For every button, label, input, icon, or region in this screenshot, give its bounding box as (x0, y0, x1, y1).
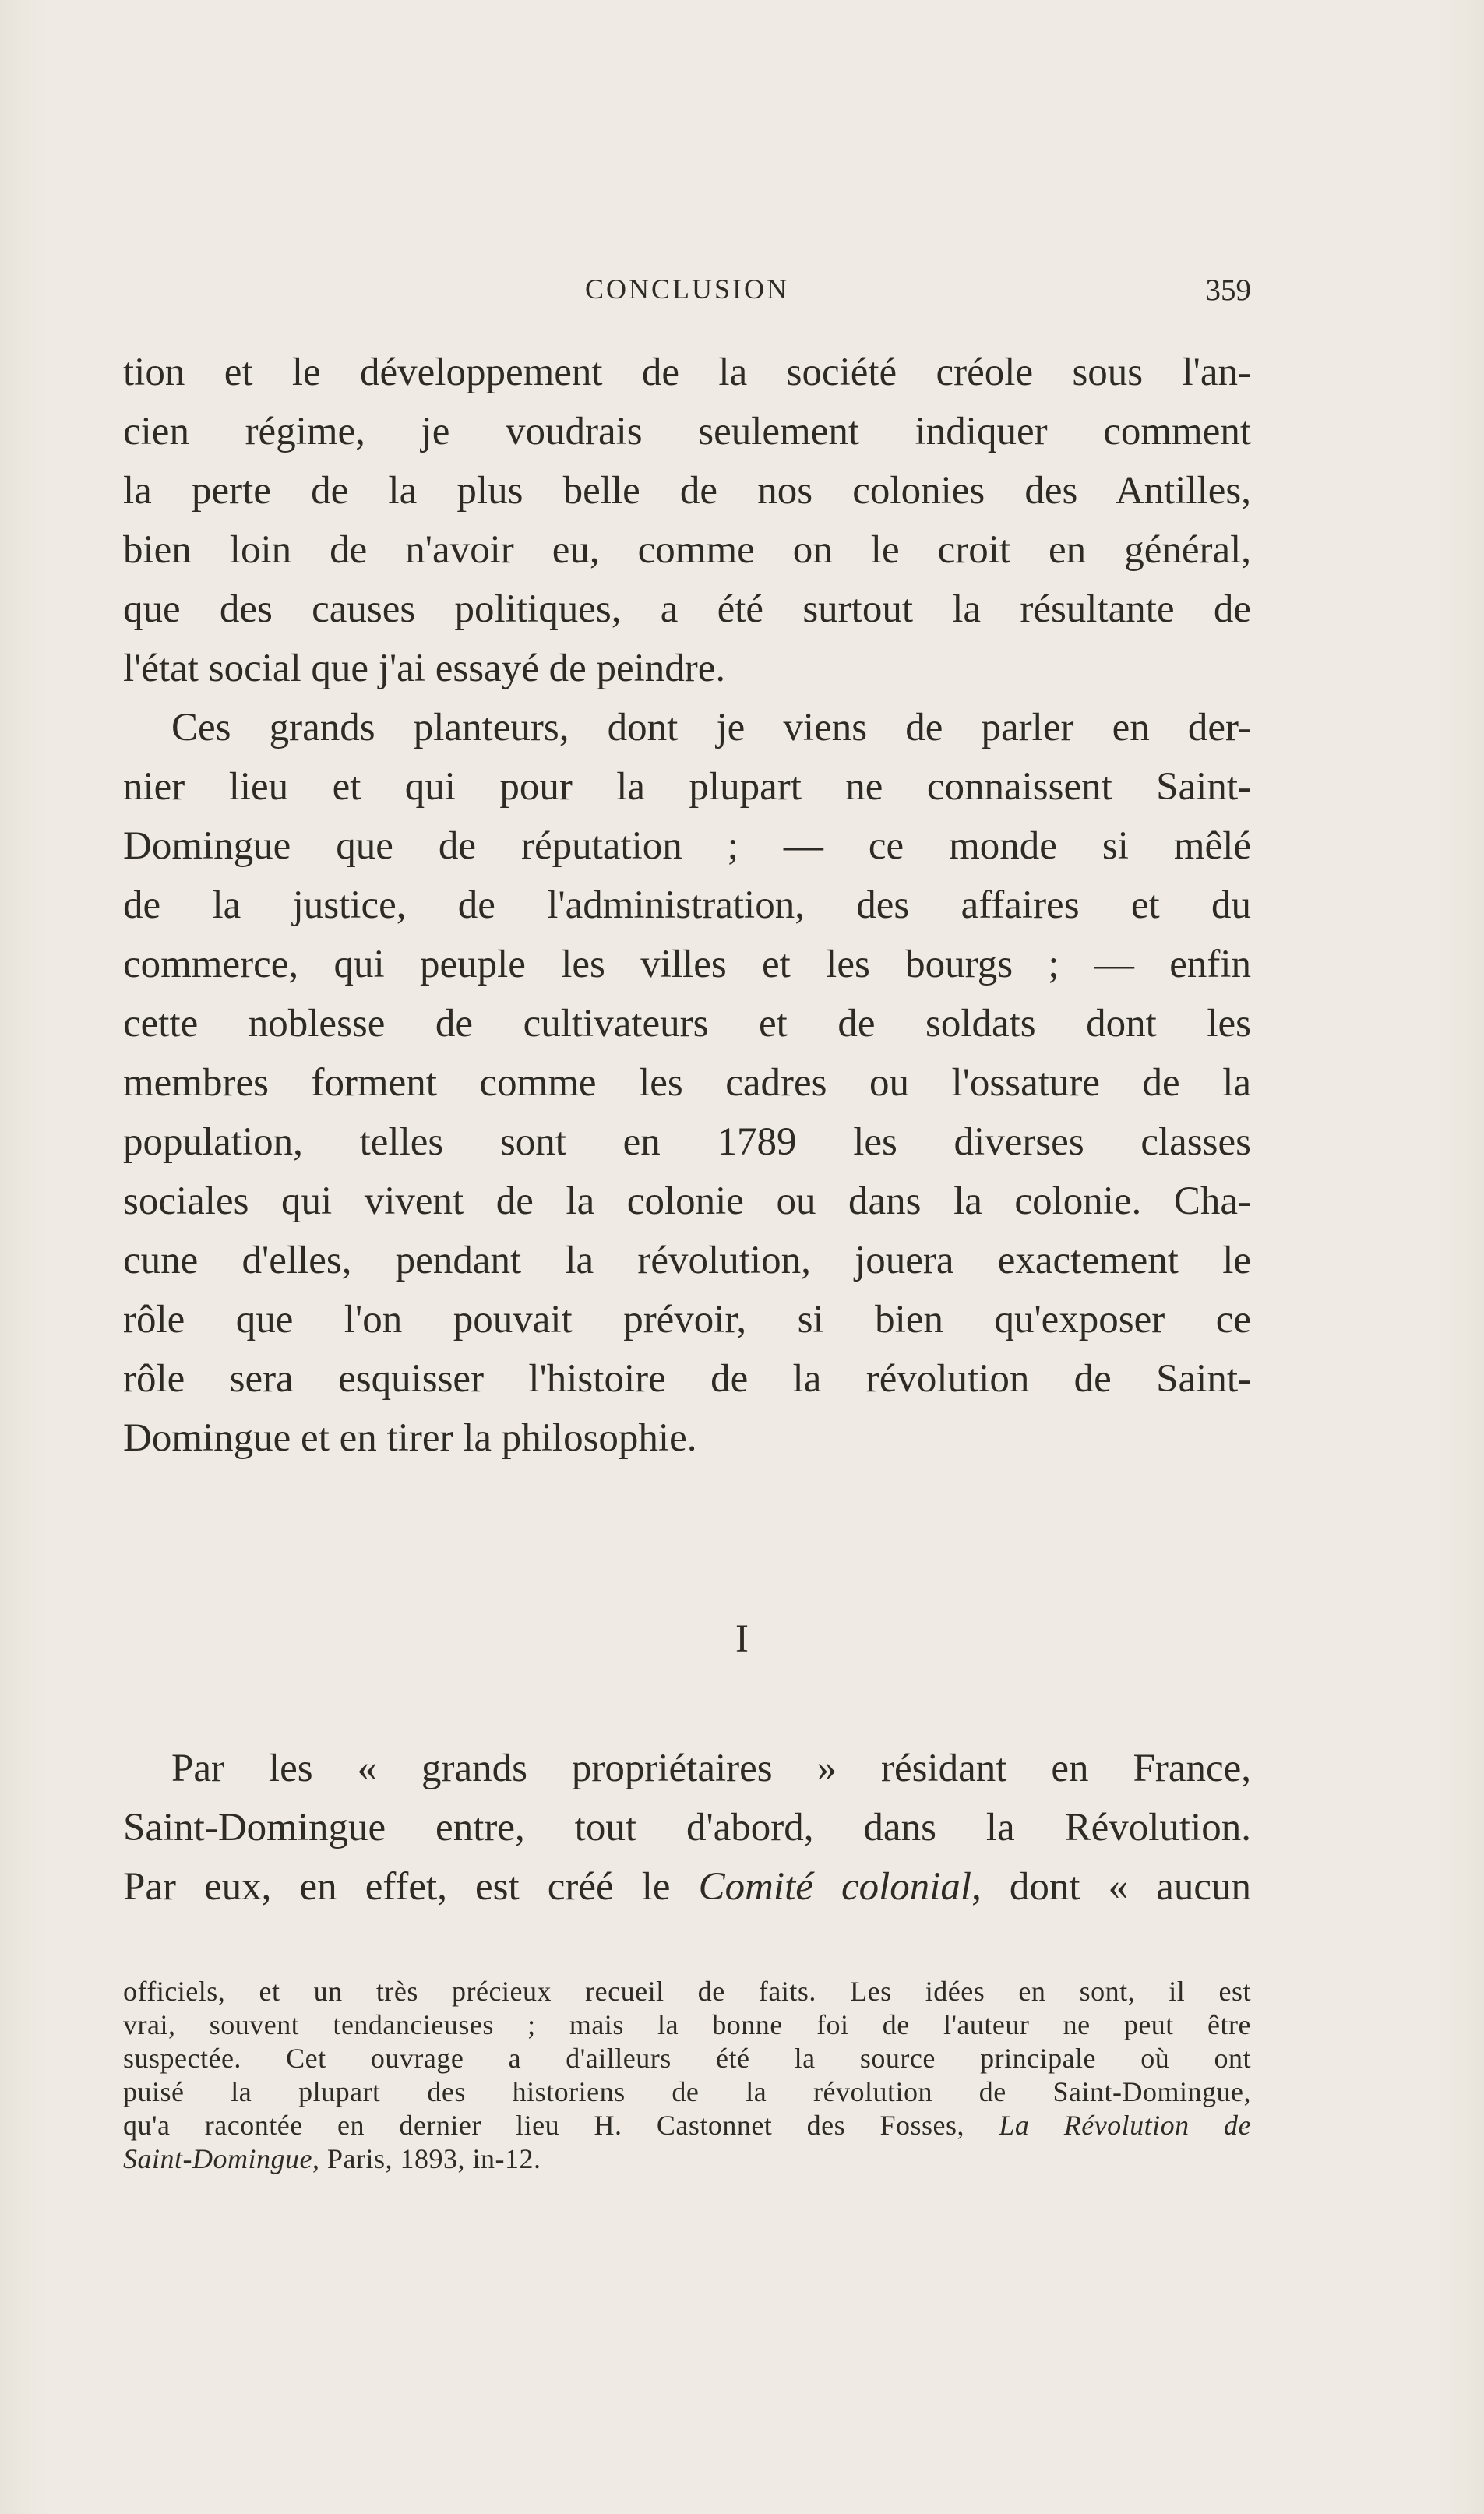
text-line (123, 1857, 1251, 1916)
text-line: cune d'elles, pendant la révolution, jouera exactement le (123, 1239, 1251, 1282)
text-line: Ces grands planteurs, dont je viens de parler en der- (171, 706, 1251, 749)
footnote-line (123, 2109, 1251, 2142)
text-line: Par les « grands propriétaires » résidant en France, (171, 1747, 1251, 1790)
text-line: la perte de la plus belle de nos colonies des Antilles, (123, 469, 1251, 513)
footnote (123, 1975, 1251, 2176)
text-line: bien loin de n'avoir eu, comme on le croit en général, (123, 528, 1251, 572)
text-line: sociales qui vivent de la colonie ou dans la colonie. Cha- (123, 1179, 1251, 1223)
page-number: 359 (1205, 273, 1251, 307)
italic-title: La Révolution de (999, 2110, 1251, 2141)
footnote-line: suspectée. Cet ouvrage a d'ailleurs été la source principale où ont (123, 2043, 1251, 2074)
footnote-line: vrai, souvent tendancieuses ; mais la bonne foi de l'auteur ne peut être (123, 2009, 1251, 2040)
text-segment: , Paris, 1893, in-12. (312, 2143, 541, 2174)
text-line: Domingue et en tirer la philosophie. (123, 1416, 697, 1460)
text-line: cette noblesse de cultivateurs et de soldats dont les (123, 1002, 1251, 1045)
main-text (123, 343, 1251, 1468)
italic-title: Comité colonial (698, 1865, 972, 1909)
footnote-line: puisé la plupart des historiens de la révolution de Saint-Domingue, (123, 2076, 1251, 2107)
text-line: rôle que l'on pouvait prévoir, si bien qu'exposer ce (123, 1298, 1251, 1342)
text-line: cien régime, je voudrais seulement indiquer comment (123, 410, 1251, 453)
footnote-line: officiels, et un très précieux recueil de faits. Les idées en sont, il est (123, 1976, 1251, 2007)
page-header (123, 273, 1251, 312)
text-line: Domingue que de réputation ; — ce monde si mêlé (123, 824, 1251, 868)
text-segment: qu'a racontée en dernier lieu H. Castonnet des Fosses, (123, 2110, 999, 2141)
text-line: tion et le développement de la société créole sous l'an- (123, 351, 1251, 394)
section-text (123, 1739, 1251, 1916)
text-line: membres forment comme les cadres ou l'ossature de la (123, 1061, 1251, 1105)
text-line: commerce, qui peuple les villes et les bourgs ; — enfin (123, 943, 1251, 986)
text-segment: , dont « aucun (971, 1865, 1252, 1909)
text-line: nier lieu et qui pour la plupart ne connaissent Saint- (123, 765, 1251, 809)
text-line: l'état social que j'ai essayé de peindre. (123, 647, 726, 690)
text-line: population, telles sont en 1789 les diverses classes (123, 1120, 1251, 1164)
section-numeral: I (735, 1617, 749, 1661)
footnote-line (123, 2142, 1251, 2176)
text-line: de la justice, de l'administration, des affaires et du (123, 883, 1251, 927)
text-line: rôle sera esquisser l'histoire de la révolution de Saint- (123, 1357, 1251, 1401)
text-segment: Par eux, en effet, est créé le (123, 1865, 699, 1909)
running-title: CONCLUSION (584, 273, 789, 305)
text-line: que des causes politiques, a été surtout la résultante de (123, 587, 1251, 631)
italic-title: Saint-Domingue (123, 2143, 312, 2174)
text-line: Saint-Domingue entre, tout d'abord, dans la Révolution. (123, 1806, 1251, 1849)
